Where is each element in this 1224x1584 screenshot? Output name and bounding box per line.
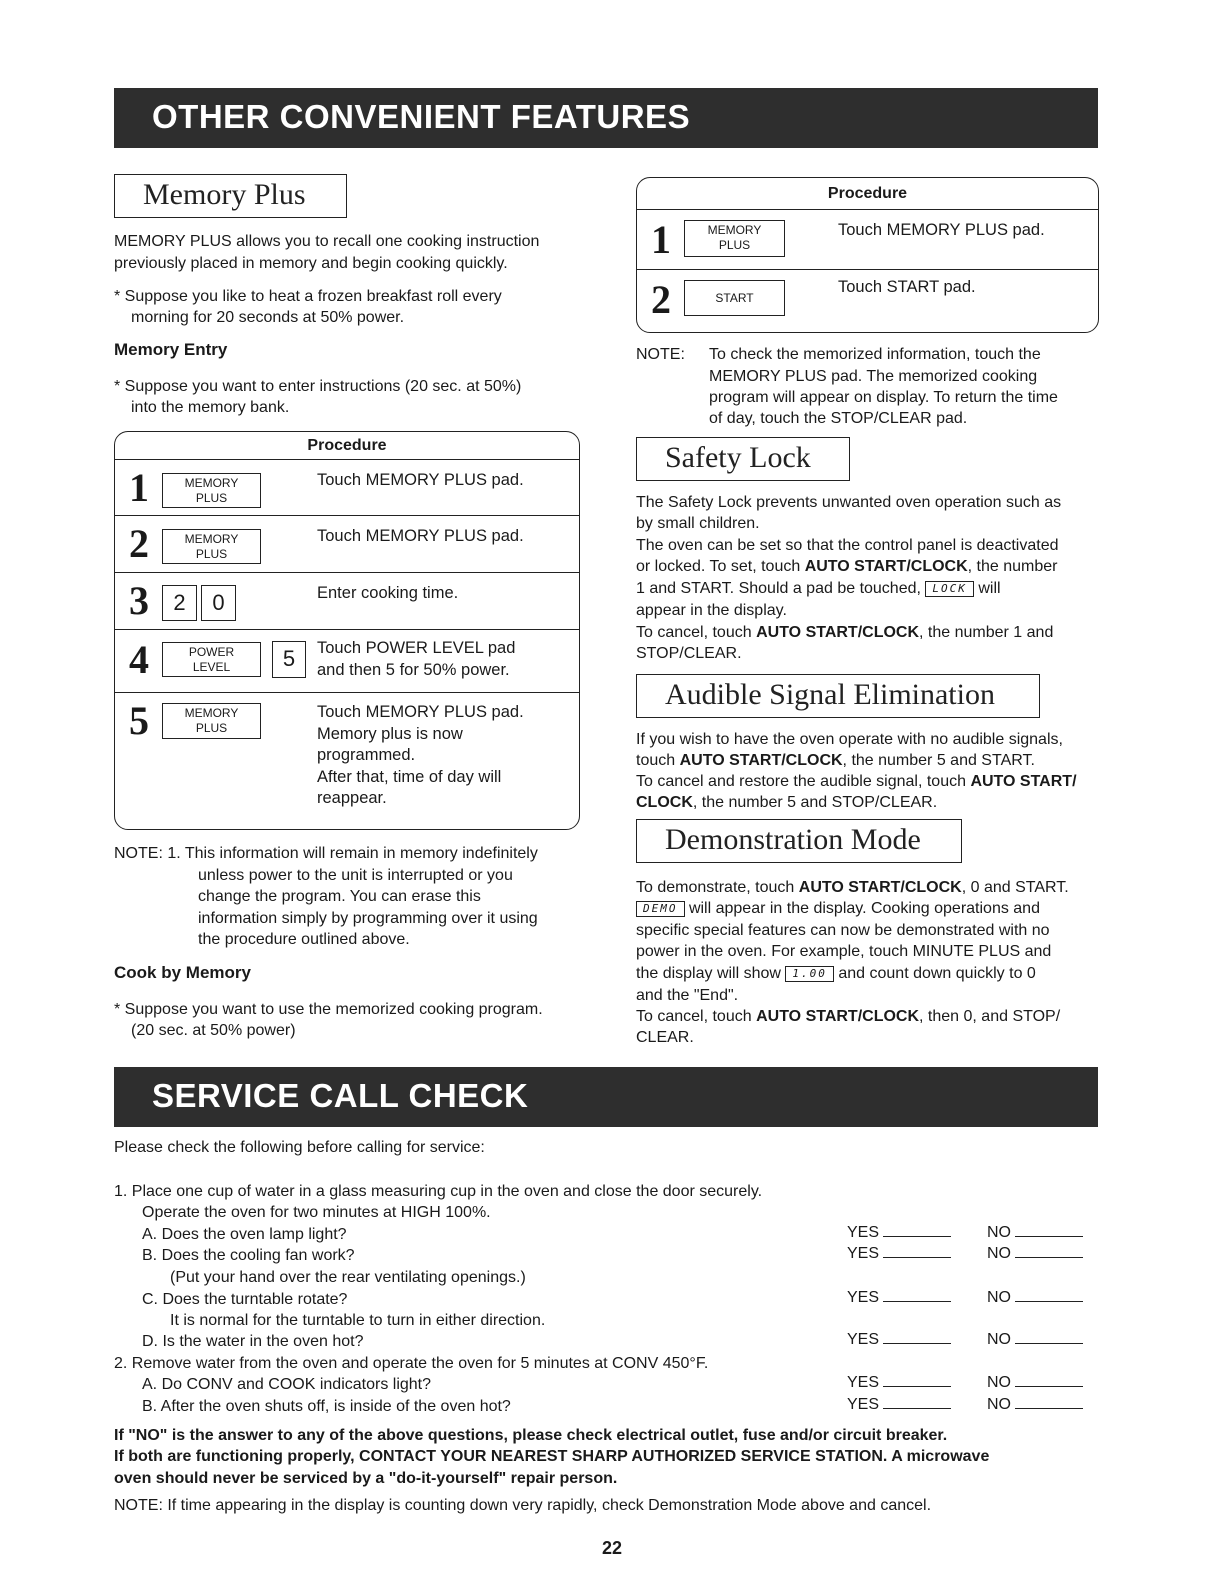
memory-plus-intro-2: previously placed in memory and begin cooking quickly. bbox=[114, 255, 508, 272]
digit-5-key: 5 bbox=[272, 641, 306, 678]
yes-blank[interactable]: YES bbox=[847, 1396, 951, 1414]
memory-plus-bullet-1a: * Suppose you like to heat a frozen breakfast roll every bbox=[114, 288, 502, 305]
demo-line-4: power in the oven. For example, touch MINUTE PLUS and bbox=[636, 943, 1052, 960]
service-warning-3: oven should never be serviced by a "do-it-yourself" repair person. bbox=[114, 1470, 618, 1487]
memory-note-2: unless power to the unit is interrupted or you bbox=[198, 867, 513, 884]
safety-lock-line-6: appear in the display. bbox=[636, 602, 787, 619]
no-blank[interactable]: NO bbox=[987, 1374, 1083, 1392]
service-item-2: 2. Remove water from the oven and operate the oven for 5 minutes at CONV 450°F. bbox=[114, 1355, 709, 1372]
procedure-step bbox=[637, 270, 1098, 330]
safety-lock-line-8: STOP/CLEAR. bbox=[636, 645, 742, 662]
cook-by-memory-heading: Cook by Memory bbox=[114, 963, 251, 982]
yes-blank[interactable]: YES bbox=[847, 1224, 951, 1242]
step-text: Touch MEMORY PLUS pad. bbox=[838, 221, 1045, 239]
memory-plus-intro-1: MEMORY PLUS allows you to recall one cooking instruction bbox=[114, 233, 540, 250]
right-note-1: To check the memorized information, touch the bbox=[709, 346, 1041, 363]
procedure-header: Procedure bbox=[637, 178, 1098, 210]
no-blank[interactable]: NO bbox=[987, 1245, 1083, 1263]
service-item-1b: Operate the oven for two minutes at HIGH 100%. bbox=[142, 1204, 491, 1221]
procedure-step bbox=[115, 693, 579, 827]
memory-note-1: NOTE: 1. This information will remain in memory indefinitely bbox=[114, 845, 538, 862]
safety-lock-line-5: 1 and START. Should a pad be touched, LOCK will bbox=[636, 580, 1001, 597]
procedure-step bbox=[115, 460, 579, 516]
service-intro: Please check the following before calling for service: bbox=[114, 1139, 485, 1156]
features-banner: OTHER CONVENIENT FEATURES bbox=[114, 88, 1098, 148]
step-number: 4 bbox=[129, 637, 149, 682]
service-q-1d: D. Is the water in the oven hot? bbox=[142, 1333, 364, 1350]
service-warning-2: If both are functioning properly, CONTACT YOUR NEAREST SHARP AUTHORIZED SERVICE STATION. A microwave bbox=[114, 1448, 990, 1465]
step-number: 1 bbox=[651, 217, 671, 262]
step-text: programmed. bbox=[317, 746, 416, 764]
memory-plus-pad: MEMORY PLUS bbox=[162, 529, 261, 564]
procedure-step bbox=[637, 210, 1098, 270]
step-text: and then 5 for 50% power. bbox=[317, 661, 510, 679]
demo-line-8: CLEAR. bbox=[636, 1029, 694, 1046]
memory-note-5: the procedure outlined above. bbox=[198, 931, 410, 948]
start-pad: START bbox=[684, 280, 785, 316]
demo-display-icon: DEMO bbox=[636, 901, 685, 917]
safety-lock-line-2: by small children. bbox=[636, 515, 760, 532]
step-text: reappear. bbox=[317, 789, 387, 807]
memory-entry-bullet-b: into the memory bank. bbox=[131, 399, 290, 416]
power-level-pad: POWER LEVEL bbox=[162, 642, 261, 677]
no-blank[interactable]: NO bbox=[987, 1224, 1083, 1242]
no-blank[interactable]: NO bbox=[987, 1289, 1083, 1307]
procedure-step bbox=[115, 630, 579, 693]
step-number: 2 bbox=[651, 277, 671, 322]
demo-line-1: To demonstrate, touch AUTO START/CLOCK, 0 and START. bbox=[636, 879, 1069, 896]
memory-entry-bullet-a: * Suppose you want to enter instructions (20 sec. at 50%) bbox=[114, 378, 522, 395]
audible-line-3: To cancel and restore the audible signal, touch AUTO START/ bbox=[636, 773, 1077, 790]
step-number: 3 bbox=[129, 578, 149, 623]
page-number: 22 bbox=[601, 1538, 623, 1558]
service-q-1b-note: (Put your hand over the rear ventilating openings.) bbox=[170, 1269, 526, 1286]
safety-lock-line-3: The oven can be set so that the control panel is deactivated bbox=[636, 537, 1059, 554]
digit-0-key: 0 bbox=[201, 585, 236, 621]
right-note-label: NOTE: bbox=[636, 346, 685, 363]
service-q-2b: B. After the oven shuts off, is inside of the oven hot? bbox=[142, 1398, 511, 1415]
service-note: NOTE: If time appearing in the display is counting down very rapidly, check Demonstration Mode above and cancel. bbox=[114, 1497, 932, 1514]
demo-mode-title: Demonstration Mode bbox=[636, 819, 962, 863]
audible-line-4: CLOCK, the number 5 and STOP/CLEAR. bbox=[636, 794, 938, 811]
audible-line-2: touch AUTO START/CLOCK, the number 5 and START. bbox=[636, 752, 1035, 769]
right-note-3: program will appear on display. To return the time bbox=[709, 389, 1058, 406]
memory-entry-heading: Memory Entry bbox=[114, 340, 228, 359]
yes-blank[interactable]: YES bbox=[847, 1245, 951, 1263]
cook-bullet-a: * Suppose you want to use the memorized cooking program. bbox=[114, 1001, 543, 1018]
digit-2-key: 2 bbox=[162, 585, 197, 621]
service-warning-1: If "NO" is the answer to any of the above questions, please check electrical outlet, fuse and/or circuit breaker. bbox=[114, 1427, 948, 1444]
service-banner: SERVICE CALL CHECK bbox=[114, 1067, 1098, 1127]
audible-line-1: If you wish to have the oven operate with no audible signals, bbox=[636, 731, 1063, 748]
cook-bullet-b: (20 sec. at 50% power) bbox=[131, 1022, 296, 1039]
timer-display-icon: 1.00 bbox=[785, 966, 834, 982]
audible-signal-title: Audible Signal Elimination bbox=[636, 674, 1040, 718]
cook-by-memory-procedure bbox=[636, 177, 1099, 333]
step-text: Memory plus is now bbox=[317, 725, 463, 743]
safety-lock-line-4: or locked. To set, touch AUTO START/CLOCK, the number bbox=[636, 558, 1058, 575]
demo-line-7: To cancel, touch AUTO START/CLOCK, then 0, and STOP/ bbox=[636, 1008, 1061, 1025]
memory-plus-pad: MEMORY PLUS bbox=[684, 220, 785, 257]
step-number: 1 bbox=[129, 465, 149, 510]
right-note-4: of day, touch the STOP/CLEAR pad. bbox=[709, 410, 968, 427]
step-text: Touch MEMORY PLUS pad. bbox=[317, 527, 524, 545]
memory-note-3: change the program. You can erase this bbox=[198, 888, 481, 905]
service-q-1c-note: It is normal for the turntable to turn in either direction. bbox=[170, 1312, 546, 1329]
step-number: 2 bbox=[129, 521, 149, 566]
memory-note-4: information simply by programming over it using bbox=[198, 910, 538, 927]
step-text: Touch POWER LEVEL pad bbox=[317, 639, 516, 657]
memory-plus-title: Memory Plus bbox=[114, 174, 347, 218]
step-text: After that, time of day will bbox=[317, 768, 502, 786]
safety-lock-line-1: The Safety Lock prevents unwanted oven operation such as bbox=[636, 494, 1062, 511]
yes-blank[interactable]: YES bbox=[847, 1374, 951, 1392]
service-q-1a: A. Does the oven lamp light? bbox=[142, 1226, 347, 1243]
no-blank[interactable]: NO bbox=[987, 1396, 1083, 1414]
memory-plus-pad: MEMORY PLUS bbox=[162, 473, 261, 508]
service-q-2a: A. Do CONV and COOK indicators light? bbox=[142, 1376, 432, 1393]
service-item-1: 1. Place one cup of water in a glass measuring cup in the oven and close the door securely. bbox=[114, 1183, 763, 1200]
demo-line-3: specific special features can now be demonstrated with no bbox=[636, 922, 1050, 939]
step-number: 5 bbox=[129, 698, 149, 743]
memory-plus-bullet-1b: morning for 20 seconds at 50% power. bbox=[131, 309, 405, 326]
procedure-step bbox=[115, 573, 579, 630]
memory-plus-pad: MEMORY PLUS bbox=[162, 703, 261, 739]
safety-lock-line-7: To cancel, touch AUTO START/CLOCK, the number 1 and bbox=[636, 624, 1054, 641]
step-text: Enter cooking time. bbox=[317, 584, 459, 602]
memory-entry-procedure bbox=[114, 431, 580, 830]
right-note-2: MEMORY PLUS pad. The memorized cooking bbox=[709, 368, 1038, 385]
demo-line-5: the display will show 1.00 and count down quickly to 0 bbox=[636, 965, 1036, 982]
step-text: Touch MEMORY PLUS pad. bbox=[317, 471, 524, 489]
service-q-1c: C. Does the turntable rotate? bbox=[142, 1291, 348, 1308]
lock-display-icon: LOCK bbox=[925, 581, 974, 597]
demo-line-2: DEMO will appear in the display. Cooking operations and bbox=[636, 898, 1040, 920]
procedure-header: Procedure bbox=[115, 432, 579, 460]
demo-line-6: and the "End". bbox=[636, 987, 739, 1004]
service-q-1b: B. Does the cooling fan work? bbox=[142, 1247, 355, 1264]
procedure-step bbox=[115, 516, 579, 573]
step-text: Touch MEMORY PLUS pad. bbox=[317, 703, 524, 721]
step-text: Touch START pad. bbox=[838, 278, 976, 296]
yes-blank[interactable]: YES bbox=[847, 1289, 951, 1307]
yes-blank[interactable]: YES bbox=[847, 1331, 951, 1349]
no-blank[interactable]: NO bbox=[987, 1331, 1083, 1349]
safety-lock-title: Safety Lock bbox=[636, 437, 850, 481]
